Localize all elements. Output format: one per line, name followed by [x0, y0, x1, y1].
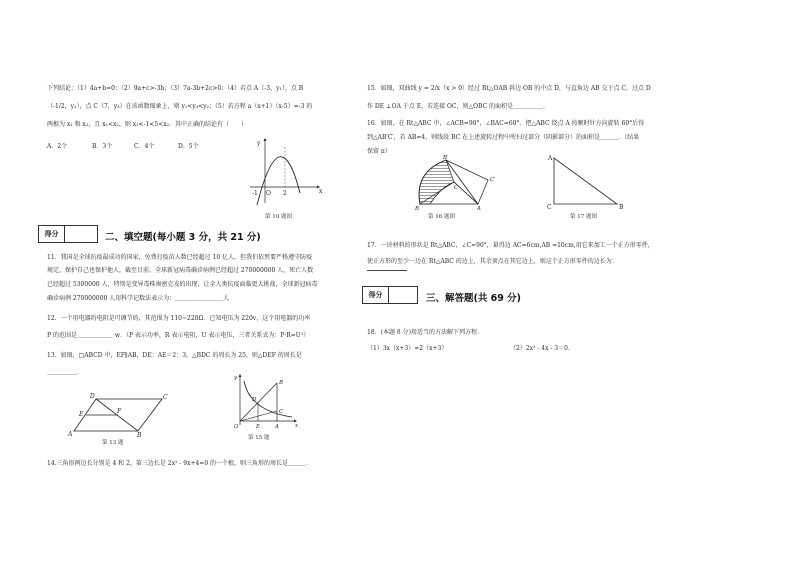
fig15-label-x: x [295, 423, 299, 429]
section3-title: 三、解答题(共 69 分) [426, 293, 522, 304]
q16-line1: 16．如图，在 Rt△ABC 中，∠ACB=90°，∠BAC=60°．把△ABC 绕点 A 按顺时针方向旋转 60°后得 [367, 120, 645, 127]
q18-equation2: （2）2x² - 4x - 3＝0． [510, 345, 574, 352]
q10-caption: 第 10 题图 [265, 214, 292, 220]
q16-rotation-figure [410, 152, 500, 212]
section2-score-label: 得分 [39, 226, 65, 242]
q10-graph-y-label: y [257, 140, 261, 147]
q10-option-c: C．4个 [134, 143, 155, 150]
q10-parabola-graph [245, 135, 325, 210]
fig13-label-e: E [79, 411, 84, 418]
fig16-label-c: C [454, 185, 459, 191]
fig17-label-b: B [619, 204, 624, 211]
q13-line2: ＿＿＿＿＿． [47, 369, 84, 376]
q10-option-d: D．5个 [178, 143, 199, 150]
fig15-label-a: A [275, 424, 279, 430]
fig15-label-y: y [234, 375, 238, 381]
fig15-label-e: E [256, 424, 261, 430]
fig16-label-c-prime: C′ [490, 177, 496, 183]
q16-line3: 保留 π） [367, 148, 391, 155]
q11-line3: 已经超过 5300000 人，特别是变异毒株奥密克戎的出现，让全人类抗疫面临更大挑战，全球新冠病毒 [47, 281, 318, 288]
q17-caption: 第 17 题图 [570, 214, 597, 220]
section3-score-label: 得分 [363, 287, 389, 303]
q17-answer-line [367, 270, 407, 271]
fig16-label-b: B [415, 206, 420, 212]
fig13-label-c: C [163, 394, 168, 401]
q11-line1: 11．我国是全球抗疫最成功的国家，免费打疫苗人数已经超过 10 亿人，但我们依然要严格遵守防疫 [47, 254, 313, 261]
fig15-label-d: D [252, 397, 257, 403]
q18-instruction: 18．(本题 8 分)用适当的方法解下列方程． [367, 329, 483, 336]
fig13-label-d: D [90, 393, 95, 400]
q10-option-a: A．2个 [47, 143, 68, 150]
q16-caption: 第 16 题图 [428, 214, 455, 220]
fig15-label-b: B [279, 380, 284, 386]
fig13-label-b: B [137, 432, 142, 439]
section3-scorebox [362, 286, 418, 304]
q18-equation1: （1）3x（x+3）=2（x+3） [367, 345, 448, 352]
section2-scorebox [38, 225, 98, 243]
q10-graph-two: 2 [283, 190, 287, 197]
q10-graph-origin: O [266, 190, 271, 197]
q13-line1: 13．如图，□ABCD 中，EF∥AB，DE：AE＝2：3，△BDC 的周长为 25，则△DEF 的周长是 [47, 352, 302, 359]
q17-triangle-figure [545, 152, 625, 210]
section2-title: 二、填空题(每小题 3 分，共 21 分) [105, 232, 261, 243]
q10-line2: （-1/2，y₂），点 C（7，y₃）在该函数图象上，则 y₁<y₃<y₂；（5）若方程 a（x+1）（x-5）=-3 的 [47, 103, 313, 110]
q15-caption: 第 15 题 [248, 435, 270, 441]
fig13-label-f: F [117, 408, 122, 415]
q10-option-b: B．3个 [92, 143, 113, 150]
q14-line1: 14.三角形两边长分别是 4 和 2，第三边长是 2x² - 9x+4=0 的一个根，则三角形的周长是＿＿＿． [47, 460, 313, 467]
q11-line4: 确诊病例 270000000 人用科学记数法表示为：＿＿＿＿＿＿＿＿人 [47, 295, 230, 302]
q16-line2: 到△AB′C′，若 AB=4，则线段 BC 在上述旋转过程中所扫过部分（阴影部分）的面积是＿＿＿．（结果 [367, 134, 640, 141]
section2-score-blank [65, 226, 97, 242]
q12-line1: 12．一个用电器的电阻是可调节的，其范围为 110~220Ω．已知电压为 220v，这个用电器的功率 [47, 315, 311, 322]
fig16-label-b-prime: B′ [443, 155, 449, 161]
q10-line3: 两根为 x₁ 和 x₂，且 x₁<x₂，则 x₁<-1<5<x₂．其中正确的结论有（ ） [47, 121, 248, 128]
q17-line1: 17．一块材料的形状是 Rt△ABC，∠C=90°，量得边 AC=6cm,AB =10cm,用它来加工一个正方形零件， [367, 242, 654, 249]
q13-parallelogram-figure [70, 393, 170, 438]
q15-hyperbola-figure [230, 373, 300, 431]
fig17-label-a: A [548, 155, 553, 162]
fig15-label-o: O [234, 424, 239, 430]
q15-line2: 作 DE ⊥OA 于点 E，若连接 OC，则△OBC 的面积是＿＿＿＿＿． [367, 103, 550, 110]
fig17-label-c: C [547, 204, 552, 211]
q10-line1: 下列结论：（1）4a+b=0；（2）9a+c>-3b；（3）7a-3b+2c>0；（4）若点 A（-3，y₁），点 B [47, 85, 304, 92]
q12-line2: P 的范围是＿＿＿＿＿＿ w．（P 表示功率，R 表示电阻，U 表示电压，三者关系式为：P·R=U²） [47, 332, 310, 339]
q17-line2: 使正方形的至少一边在 Rt△ABC 的边上，其余顶点在其它边上，则这个正方形零件的边长为： [367, 258, 618, 265]
section3-score-blank [389, 287, 417, 303]
fig13-label-a: A [68, 431, 73, 438]
q10-graph-x-label: x [319, 188, 323, 195]
q11-line2: 规定，保护自己也保护他人，截至目前，全球新冠病毒确诊病例已经超过 270000000 人，死亡人数 [47, 267, 314, 274]
q15-line1: 15．如图，双曲线 y = 2/x（x > 0）经过 Rt△OAB 斜边 OB 的中点 D，与直角边 AB 交于点 C，过点 D [367, 85, 651, 92]
fig16-label-a: A [477, 206, 481, 212]
q10-graph-neg1: -1 [252, 190, 258, 197]
fig15-label-c: C [279, 409, 284, 415]
q13-caption: 第 13 题 [102, 440, 124, 446]
